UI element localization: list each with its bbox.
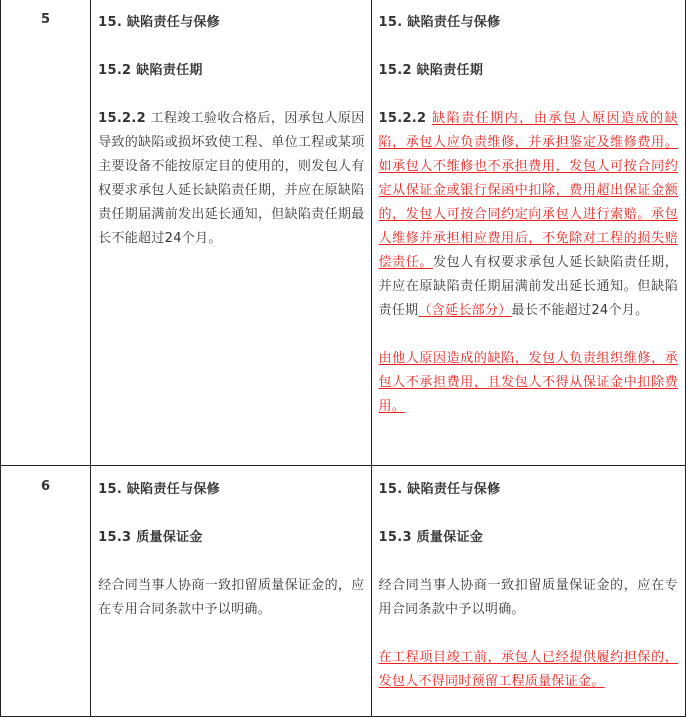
added-text: 在工程项目竣工前，承包人已经提供履约担保的，发包人不得同时预留工程质量保证金。	[378, 650, 678, 689]
clause-text	[98, 107, 364, 251]
added-text: 缺陷责任期内，由承包人原因造成的缺陷，承包人应负责维修，并承担鉴定及维修费用。如承包人不维修也不承担费用，发包人可按合同约定从保证金或银行保函中扣除，费用超出保证金额的，发包人可按合同约定向承包人进行索赔。承包人维修并承担相应费用后，不免除对工程的损失赔偿责任。	[378, 111, 678, 270]
clause-body: 经合同当事人协商一致扣留质量保证金的，应在专用合同条款中予以明确。	[98, 578, 365, 617]
clause-text	[379, 107, 678, 323]
subsection-heading: 15.2 缺陷责任期	[378, 63, 484, 78]
clause-number: 15.2.2	[378, 111, 427, 126]
section-heading: 15. 缺陷责任与保修	[98, 482, 220, 497]
added-text: 由他人原因造成的缺陷，发包人负责组织维修，承包人不承担费用，且发包人不得从保证金中扣除费用。	[378, 351, 678, 414]
row-number: 6	[41, 479, 51, 494]
row-number: 5	[41, 12, 51, 27]
section-heading: 15. 缺陷责任与保修	[378, 15, 501, 30]
row-number-cell	[1, 466, 91, 717]
clause-body: 最长不能超过24个月。	[511, 303, 649, 318]
revised-clause-cell	[371, 466, 685, 717]
added-paragraph	[379, 646, 678, 694]
added-paragraph	[379, 347, 678, 419]
added-text: （含延长部分）	[418, 303, 512, 318]
clause-body: 工程竣工验收合格后，因承包人原因导致的缺陷或损坏致使工程、单位工程或某项主要设备不能按原定目的使用的，则发包人有权要求承包人延长缺陷责任期，并应在原缺陷责任期届满前发出延长通知，但缺陷责任期最长不能超过24个月。	[98, 111, 365, 246]
subsection-heading: 15.3 质量保证金	[98, 530, 203, 545]
section-heading: 15. 缺陷责任与保修	[378, 482, 501, 497]
original-clause-cell	[91, 466, 371, 717]
clause-body: 经合同当事人协商一致扣留质量保证金的，应在专用合同条款中予以明确。	[378, 578, 678, 617]
original-clause-cell	[91, 0, 371, 466]
row-number-cell	[1, 0, 91, 466]
subsection-heading: 15.2 缺陷责任期	[98, 63, 203, 78]
subsection-heading: 15.3 质量保证金	[378, 530, 484, 545]
table-row	[1, 0, 686, 466]
section-heading: 15. 缺陷责任与保修	[98, 15, 220, 30]
clause-body: 发包人有权要求承包人延长缺陷责任期，并应在原缺陷责任期届满前发出延长通知。但缺陷责任期	[378, 255, 678, 318]
table-row	[1, 466, 686, 717]
clause-number: 15.2.2	[98, 111, 146, 126]
revised-clause-cell	[371, 0, 685, 466]
